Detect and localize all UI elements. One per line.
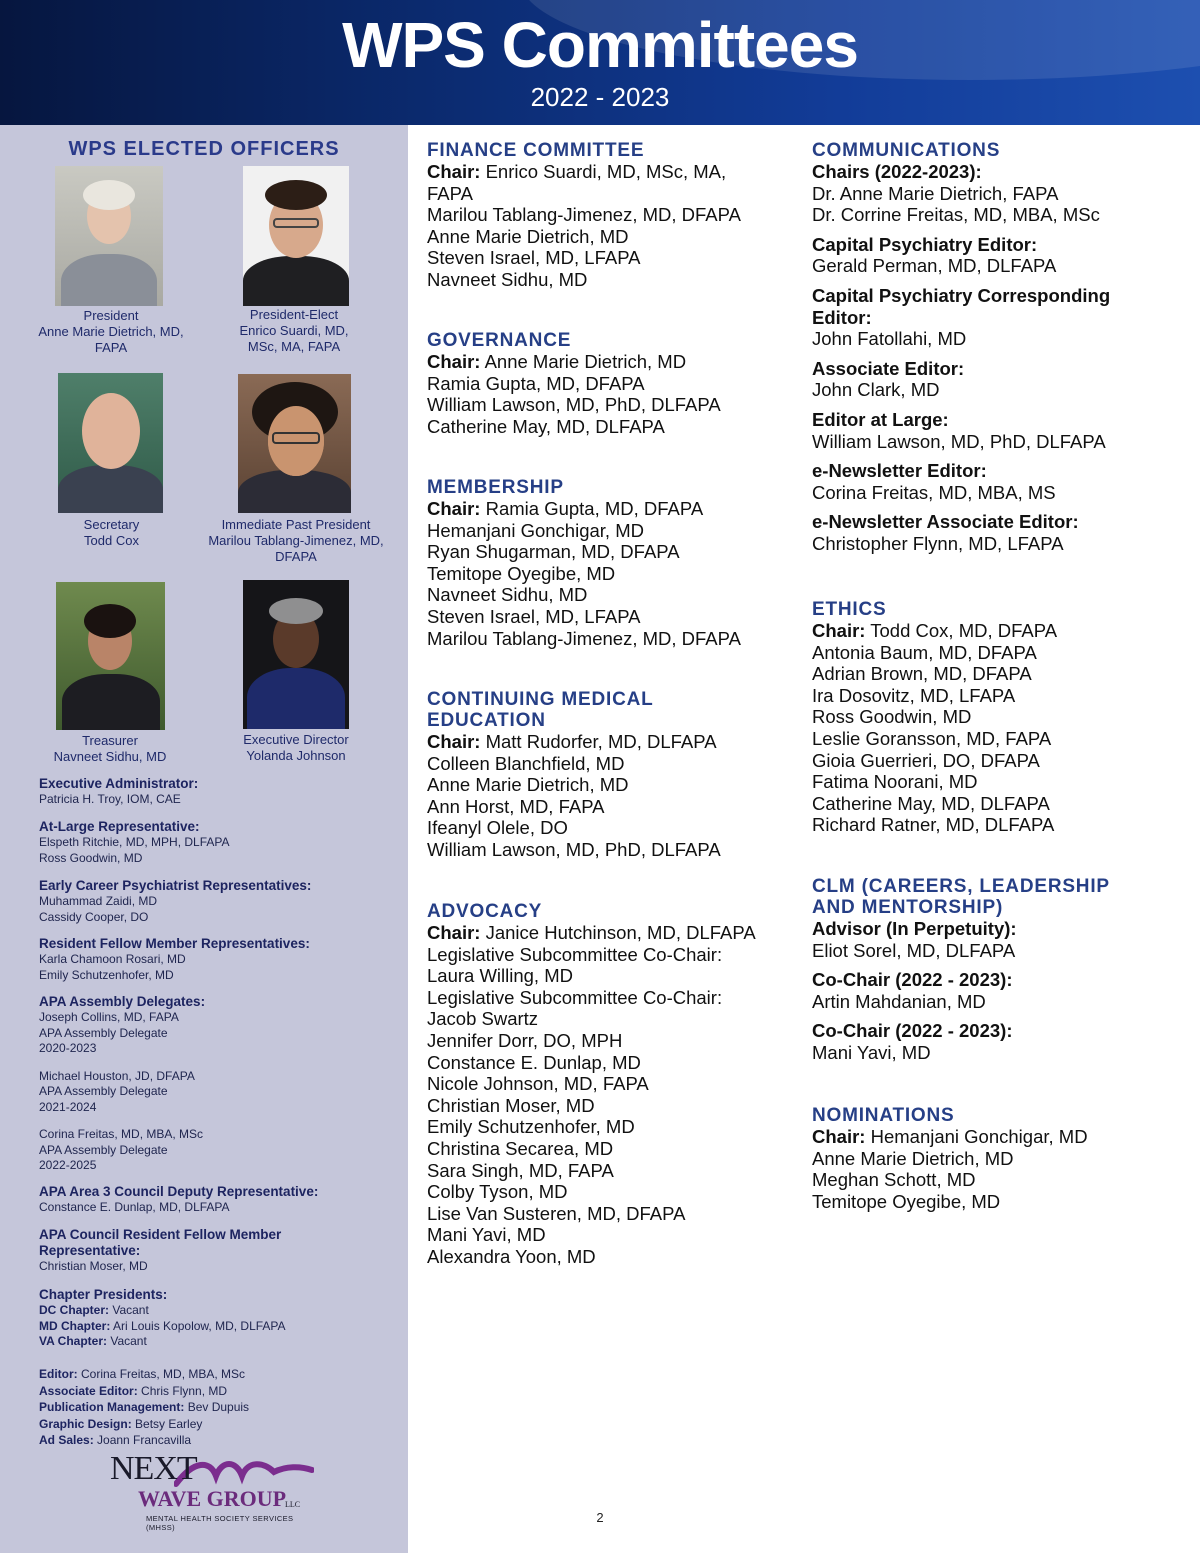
page-title: WPS Committees xyxy=(342,9,858,81)
officers-heading: WPS ELECTED OFFICERS xyxy=(68,138,340,160)
chapter-presidents-section: Chapter Presidents: DC Chapter: Vacant MD Chapter: Ari Louis Kopolow, MD, DLFAPA VA Chapter: Vacant xyxy=(39,1287,286,1348)
finance-committee-section: FINANCE COMMITTEE Chair: Enrico Suardi, MD, MSc, MA, FAPA Marilou Tablang-Jimenez, MD, DFAPA Anne Marie Dietrich, MD Steven Israel, MD, LFAPA Navneet Sidhu, MD xyxy=(427,140,817,291)
president-elect-photo xyxy=(243,166,349,306)
ethics-heading: ETHICS xyxy=(812,599,887,620)
membership-section: MEMBERSHIP Chair: Ramia Gupta, MD, DFAPA Hemanjani Gonchigar, MD Ryan Shugarman, MD, DFAPA Temitope Oyegibe, MD Navneet Sidhu, MD Steven Israel, MD, LFAPA Marilou Tablang-Jimenez, MD, DFAPA xyxy=(427,477,817,649)
apa-council-section: APA Council Resident Fellow Member Representative: Christian Moser, MD xyxy=(39,1227,282,1273)
communications-heading: COMMUNICATIONS xyxy=(812,140,1001,161)
early-career-section: Early Career Psychiatrist Representatives: Muhammad Zaidi, MD Cassidy Cooper, DO xyxy=(39,878,312,924)
clm-role-cochair-2: Co-Chair (2022 - 2023): Mani Yavi, MD xyxy=(812,1020,1013,1063)
officer-executive-director: Executive Director Yolanda Johnson xyxy=(243,732,349,763)
advocacy-heading: ADVOCACY xyxy=(427,901,543,922)
area3-section: APA Area 3 Council Deputy Representative: Constance E. Dunlap, MD, DLFAPA xyxy=(39,1184,319,1214)
comm-role-associate-editor: Associate Editor: John Clark, MD xyxy=(812,357,965,401)
nominations-heading: NOMINATIONS xyxy=(812,1105,955,1126)
cme-section: CONTINUING MEDICAL EDUCATION Chair: Matt Rudorfer, MD, DLFAPA Colleen Blanchfield, MD Anne Marie Dietrich, MD Ann Horst, MD, FAPA Ifeanyl Olele, DO William Lawson, MD, PhD, DLFAPA xyxy=(427,689,817,861)
officer-president: President Anne Marie Dietrich, MD, FAPA xyxy=(38,308,184,355)
executive-director-photo xyxy=(243,580,349,729)
page-number: 2 xyxy=(596,1510,604,1525)
governance-section: GOVERNANCE Chair: Anne Marie Dietrich, MD Ramia Gupta, MD, DFAPA William Lawson, MD, PhD, DLFAPA Catherine May, MD, DLFAPA xyxy=(427,330,817,437)
ethics-section: ETHICS Chair: Todd Cox, MD, DFAPA Antonia Baum, MD, DFAPA Adrian Brown, MD, DFAPA Ira Dosovitz, MD, LFAPA Ross Goodwin, MD Leslie Goransson, MD, FAPA Gioia Guerrieri, DO, DFAPA Fatima Noorani, MD Catherine May, MD, DLFAPA Richard Ratner, MD, DLFAPA xyxy=(812,599,1200,836)
comm-role-enewsletter-editor: e-Newsletter Editor: Corina Freitas, MD, MBA, MS xyxy=(812,460,1056,503)
comm-role-corresponding-editor: Capital Psychiatry Corresponding Editor: John Fatollahi, MD xyxy=(812,284,1111,350)
advocacy-section: ADVOCACY Chair: Janice Hutchinson, MD, DLFAPA Legislative Subcommittee Co-Chair: Laura Willing, MD Legislative Subcommittee Co-Chair: Jacob Swartz Jennifer Dorr, DO, MPH Constance E. Dunlap, MD Nicole Johnson, MD, FAPA Christian Moser, MD Emily Schutzenhofer, MD Christina Secarea, MD Sara Singh, MD, FAPA Colby Tyson, MD Lise Van Susteren, MD, DFAPA Mani Yavi, MD Alexandra Yoon, MD xyxy=(427,901,817,1268)
clm-role-cochair-1: Co-Chair (2022 - 2023): Artin Mahdanian, MD xyxy=(812,969,1013,1012)
comm-role-capital-editor: Capital Psychiatry Editor: Gerald Perman, MD, DLFAPA xyxy=(812,233,1057,277)
officers-sidebar xyxy=(0,125,408,1553)
officer-president-elect: President-Elect Enrico Suardi, MD, MSc, MA, FAPA xyxy=(239,307,349,354)
governance-heading: GOVERNANCE xyxy=(427,330,572,351)
communications-section: COMMUNICATIONS Chairs (2022-2023): Dr. Anne Marie Dietrich, FAPA Dr. Corrine Freitas, MD, MBA, MSc Capital Psychiatry Editor: Gerald Perman, MD, DLFAPA Capital Psychiatry Corresponding Editor: John Fatollahi, MD Associate Editor: John Clark, MD Editor at Large: William Lawson, MD, PhD, DLFAPA e-Newsletter Editor: Corina Freitas, MD, MBA, MS e-Newsletter Associate Editor: Christopher Flynn, MD, LFAPA xyxy=(812,140,1200,555)
executive-administrator-section: Executive Administrator: Patricia H. Troy, IOM, CAE xyxy=(39,776,199,806)
clm-role-advisor: Advisor (In Perpetuity): Eliot Sorel, MD, DLFAPA xyxy=(812,918,1017,961)
resident-fellow-section: Resident Fellow Member Representatives: Karla Chamoon Rosari, MD Emily Schutzenhofer, MD xyxy=(39,936,310,982)
page-header xyxy=(0,0,1200,125)
membership-heading: MEMBERSHIP xyxy=(427,477,564,498)
clm-section xyxy=(812,876,1200,1064)
nominations-section: NOMINATIONS Chair: Hemanjani Gonchigar, MD Anne Marie Dietrich, MD Meghan Schott, MD Temitope Oyegibe, MD xyxy=(812,1105,1200,1212)
at-large-section: At-Large Representative: Elspeth Ritchie, MD, MPH, DLFAPA Ross Goodwin, MD xyxy=(39,819,230,865)
page-subtitle-years: 2022 - 2023 xyxy=(530,82,670,112)
cme-heading-line2: EDUCATION xyxy=(427,710,546,731)
officer-treasurer: Treasurer Navneet Sidhu, MD xyxy=(53,733,167,764)
immediate-past-president-photo xyxy=(238,374,351,513)
clm-heading-line1: CLM (CAREERS, LEADERSHIP xyxy=(812,876,1110,897)
cme-heading-line1: CONTINUING MEDICAL xyxy=(427,689,654,710)
secretary-photo xyxy=(58,373,163,513)
next-wave-group-logo: NEXT WAVE GROUP LLC MENTAL HEALTH SOCIETY SERVICES (MHSS) xyxy=(108,1450,318,1530)
finance-heading: FINANCE COMMITTEE xyxy=(427,140,645,161)
credits-section: Editor: Corina Freitas, MD, MBA, MSc Associate Editor: Chris Flynn, MD Publication Management: Bev Dupuis Graphic Design: Betsy Earley Ad Sales: Joann Francavilla xyxy=(39,1367,250,1447)
apa-assembly-section: APA Assembly Delegates: Joseph Collins, MD, FAPA APA Assembly Delegate 2020-2023 Michael Houston, JD, DFAPA APA Assembly Delegate 2021-2024 Corina Freitas, MD, MBA, MSc APA Assembly Delegate 2022-2025 xyxy=(39,994,206,1172)
comm-role-enewsletter-associate-editor: e-Newsletter Associate Editor: Christopher Flynn, MD, LFAPA xyxy=(812,511,1079,554)
officer-secretary: Secretary Todd Cox xyxy=(83,517,140,548)
officer-immediate-past-president: Immediate Past President Marilou Tablang-Jimenez, MD, DFAPA xyxy=(208,517,384,564)
treasurer-photo xyxy=(56,582,165,730)
president-photo xyxy=(55,166,163,306)
clm-heading-line2: AND MENTORSHIP) xyxy=(812,897,1004,918)
comm-role-editor-at-large: Editor at Large: William Lawson, MD, PhD, DLFAPA xyxy=(812,408,1106,452)
